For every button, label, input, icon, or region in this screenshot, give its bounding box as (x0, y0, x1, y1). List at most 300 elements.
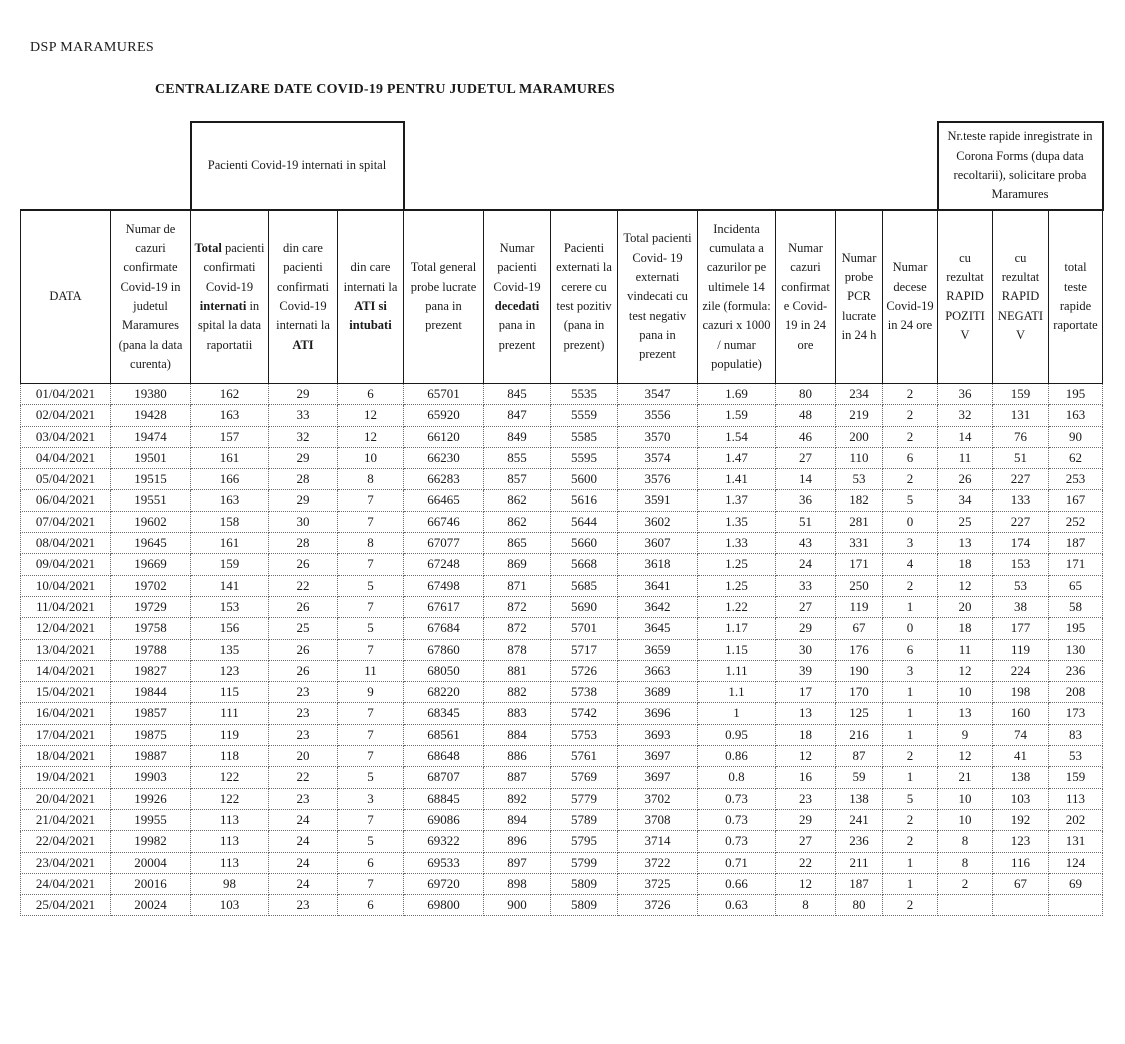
table-cell: 1.25 (698, 554, 776, 575)
table-cell: 173 (1049, 703, 1103, 724)
table-cell: 98 (191, 873, 269, 894)
table-row (21, 596, 1103, 617)
table-cell: 48 (776, 405, 836, 426)
table-cell: 1.47 (698, 447, 776, 468)
table-cell: 3 (883, 533, 938, 554)
table-cell: 153 (191, 596, 269, 617)
table-cell: 26 (269, 660, 338, 681)
table-row (21, 384, 1103, 405)
table-cell: 11 (938, 639, 993, 660)
table-cell: 3 (883, 660, 938, 681)
table-cell: 138 (993, 767, 1049, 788)
table-cell: 113 (1049, 788, 1103, 809)
table-cell: 234 (836, 384, 883, 405)
table-cell: 122 (191, 788, 269, 809)
table-cell: 331 (836, 533, 883, 554)
table-cell: 19887 (111, 746, 191, 767)
table-cell: 12 (338, 426, 404, 447)
column-header: Numar pacienti Covid-19 decedati pana in prezent (484, 210, 551, 384)
table-cell: 27 (776, 831, 836, 852)
column-header: Numar probe PCR lucrate in 24 h (836, 210, 883, 384)
table-cell: 5 (883, 788, 938, 809)
table-cell: 1.11 (698, 660, 776, 681)
table-cell: 69533 (404, 852, 484, 873)
table-cell: 0.73 (698, 788, 776, 809)
table-cell: 5769 (551, 767, 618, 788)
table-cell: 8 (776, 895, 836, 916)
table-cell: 6 (883, 447, 938, 468)
table-cell: 110 (836, 447, 883, 468)
table-cell: 6 (338, 895, 404, 916)
table-cell: 69322 (404, 831, 484, 852)
table-cell: 892 (484, 788, 551, 809)
table-cell: 847 (484, 405, 551, 426)
table-cell: 869 (484, 554, 551, 575)
table-cell: 68050 (404, 660, 484, 681)
table-cell: 12 (776, 746, 836, 767)
table-cell: 46 (776, 426, 836, 447)
table-cell: 113 (191, 852, 269, 873)
table-cell: 05/04/2021 (21, 469, 111, 490)
table-cell: 10 (938, 809, 993, 830)
table-cell: 103 (191, 895, 269, 916)
table-cell: 12 (938, 746, 993, 767)
table-cell: 66746 (404, 511, 484, 532)
table-cell: 68561 (404, 724, 484, 745)
table-cell: 5789 (551, 809, 618, 830)
table-cell (993, 895, 1049, 916)
table-cell: 19474 (111, 426, 191, 447)
table-cell: 113 (191, 831, 269, 852)
table-cell: 122 (191, 767, 269, 788)
table-cell: 3642 (618, 596, 698, 617)
table-cell: 2 (938, 873, 993, 894)
table-cell: 7 (338, 490, 404, 511)
table-cell: 8 (938, 852, 993, 873)
table-cell: 10 (938, 682, 993, 703)
table-cell: 116 (993, 852, 1049, 873)
table-cell: 19702 (111, 575, 191, 596)
table-cell: 68220 (404, 682, 484, 703)
table-cell: 7 (338, 639, 404, 660)
table-cell: 29 (269, 447, 338, 468)
table-cell: 9 (938, 724, 993, 745)
table-cell: 1 (883, 596, 938, 617)
table-cell: 10/04/2021 (21, 575, 111, 596)
table-cell: 39 (776, 660, 836, 681)
table-cell: 1.41 (698, 469, 776, 490)
table-cell: 227 (993, 511, 1049, 532)
table-cell: 5738 (551, 682, 618, 703)
column-header-row (21, 210, 1103, 384)
table-cell: 190 (836, 660, 883, 681)
table-cell: 163 (1049, 405, 1103, 426)
column-header: DATA (21, 210, 111, 384)
table-cell: 67617 (404, 596, 484, 617)
table-cell: 7 (338, 873, 404, 894)
table-cell: 2 (883, 405, 938, 426)
table-cell: 59 (836, 767, 883, 788)
table-cell: 19788 (111, 639, 191, 660)
table-cell: 22 (776, 852, 836, 873)
table-cell: 12 (938, 660, 993, 681)
table-cell: 5742 (551, 703, 618, 724)
table-cell: 208 (1049, 682, 1103, 703)
table-cell: 17/04/2021 (21, 724, 111, 745)
table-cell: 10 (338, 447, 404, 468)
table-cell: 69800 (404, 895, 484, 916)
table-cell: 69086 (404, 809, 484, 830)
table-cell: 3 (338, 788, 404, 809)
table-cell: 202 (1049, 809, 1103, 830)
table-cell: 29 (776, 618, 836, 639)
table-cell: 236 (1049, 660, 1103, 681)
table-cell: 124 (1049, 852, 1103, 873)
table-cell: 19827 (111, 660, 191, 681)
column-header: Incidenta cumulata a cazurilor pe ultimele 14 zile (formula: cazuri x 1000 / numar populatie) (698, 210, 776, 384)
table-cell: 19515 (111, 469, 191, 490)
table-cell: 6 (883, 639, 938, 660)
table-cell: 68345 (404, 703, 484, 724)
table-cell: 161 (191, 533, 269, 554)
table-cell: 0.73 (698, 831, 776, 852)
table-cell: 882 (484, 682, 551, 703)
table-cell: 5585 (551, 426, 618, 447)
table-cell: 18 (938, 554, 993, 575)
table-cell: 7 (338, 511, 404, 532)
table-cell: 7 (338, 724, 404, 745)
table-cell: 1.35 (698, 511, 776, 532)
table-cell: 19/04/2021 (21, 767, 111, 788)
table-cell: 1.1 (698, 682, 776, 703)
table-cell: 878 (484, 639, 551, 660)
table-cell: 162 (191, 384, 269, 405)
table-cell: 27 (776, 596, 836, 617)
column-header: Numar de cazuri confirmate Covid-19 in judetul Maramures (pana la data curenta) (111, 210, 191, 384)
table-cell: 26 (269, 596, 338, 617)
table-cell: 1 (883, 767, 938, 788)
table-cell: 19428 (111, 405, 191, 426)
table-cell: 19501 (111, 447, 191, 468)
table-cell: 19844 (111, 682, 191, 703)
table-cell: 19669 (111, 554, 191, 575)
table-cell: 5660 (551, 533, 618, 554)
table-cell: 34 (938, 490, 993, 511)
table-cell: 53 (1049, 746, 1103, 767)
table-cell: 881 (484, 660, 551, 681)
table-cell: 871 (484, 575, 551, 596)
table-cell: 5779 (551, 788, 618, 809)
table-cell: 20024 (111, 895, 191, 916)
table-cell: 1.15 (698, 639, 776, 660)
table-cell: 65920 (404, 405, 484, 426)
table-cell: 0 (883, 511, 938, 532)
table-cell: 5595 (551, 447, 618, 468)
table-row (21, 873, 1103, 894)
table-cell: 2 (883, 809, 938, 830)
table-cell: 236 (836, 831, 883, 852)
column-header: Pacienti externati la cerere cu test pozitiv (pana in prezent) (551, 210, 618, 384)
table-cell: 29 (269, 384, 338, 405)
table-cell: 7 (338, 703, 404, 724)
table-cell: 3645 (618, 618, 698, 639)
table-cell: 7 (338, 746, 404, 767)
table-cell: 32 (269, 426, 338, 447)
agency-name: DSP MARAMURES (30, 40, 155, 55)
table-cell: 23 (269, 895, 338, 916)
table-cell: 7 (338, 596, 404, 617)
table-cell: 33 (269, 405, 338, 426)
table-row (21, 511, 1103, 532)
table-cell: 3576 (618, 469, 698, 490)
table-body (21, 384, 1103, 916)
table-cell: 5 (338, 831, 404, 852)
table-cell: 20 (938, 596, 993, 617)
column-header: Numar cazuri confirmate Covid-19 in 24 ore (776, 210, 836, 384)
table-cell: 1 (883, 682, 938, 703)
table-cell: 30 (776, 639, 836, 660)
table-row (21, 426, 1103, 447)
table-cell: 1.22 (698, 596, 776, 617)
table-cell: 898 (484, 873, 551, 894)
table-cell: 0.8 (698, 767, 776, 788)
table-cell: 1.33 (698, 533, 776, 554)
table-cell: 883 (484, 703, 551, 724)
table-cell: 13/04/2021 (21, 639, 111, 660)
table-cell: 23/04/2021 (21, 852, 111, 873)
table-cell: 5668 (551, 554, 618, 575)
table-cell: 04/04/2021 (21, 447, 111, 468)
table-row (21, 788, 1103, 809)
table-row (21, 682, 1103, 703)
table-cell: 0.95 (698, 724, 776, 745)
table-cell: 5 (338, 618, 404, 639)
table-cell: 23 (776, 788, 836, 809)
table-cell: 26 (269, 639, 338, 660)
table-cell: 2 (883, 384, 938, 405)
table-cell: 66283 (404, 469, 484, 490)
table-cell: 19380 (111, 384, 191, 405)
table-cell: 3714 (618, 831, 698, 852)
table-cell: 5799 (551, 852, 618, 873)
table-cell: 227 (993, 469, 1049, 490)
table-row (21, 533, 1103, 554)
table-cell: 159 (993, 384, 1049, 405)
table-cell: 19926 (111, 788, 191, 809)
table-cell: 13 (938, 533, 993, 554)
table-cell: 24 (269, 873, 338, 894)
table-row (21, 575, 1103, 596)
table-cell: 872 (484, 596, 551, 617)
table-cell: 65701 (404, 384, 484, 405)
table-cell: 845 (484, 384, 551, 405)
table-cell: 24 (776, 554, 836, 575)
table-cell: 241 (836, 809, 883, 830)
table-row (21, 469, 1103, 490)
table-cell: 28 (269, 533, 338, 554)
table-cell: 8 (338, 533, 404, 554)
table-cell: 224 (993, 660, 1049, 681)
table-cell: 29 (776, 809, 836, 830)
table-cell: 25 (938, 511, 993, 532)
table-cell: 1.25 (698, 575, 776, 596)
table-cell: 66120 (404, 426, 484, 447)
table-cell: 11/04/2021 (21, 596, 111, 617)
table-cell: 68707 (404, 767, 484, 788)
table-cell: 38 (993, 596, 1049, 617)
table-cell: 01/04/2021 (21, 384, 111, 405)
table-cell: 3697 (618, 767, 698, 788)
table-cell: 5644 (551, 511, 618, 532)
table-cell: 20004 (111, 852, 191, 873)
table-cell: 6 (338, 384, 404, 405)
table-cell: 51 (776, 511, 836, 532)
table-cell: 125 (836, 703, 883, 724)
table-cell: 5726 (551, 660, 618, 681)
table-cell: 1.59 (698, 405, 776, 426)
table-cell: 163 (191, 490, 269, 511)
group-header-row (21, 122, 1103, 210)
group-header-spacer (21, 122, 191, 210)
column-header: Total general probe lucrate pana in prezent (404, 210, 484, 384)
table-cell: 20/04/2021 (21, 788, 111, 809)
table-cell: 195 (1049, 384, 1103, 405)
table-cell: 163 (191, 405, 269, 426)
table-cell: 5690 (551, 596, 618, 617)
table-cell: 67498 (404, 575, 484, 596)
table-cell: 23 (269, 682, 338, 703)
table-cell: 2 (883, 469, 938, 490)
table-cell: 13 (938, 703, 993, 724)
table-cell: 0 (883, 618, 938, 639)
table-cell: 133 (993, 490, 1049, 511)
table-cell: 3725 (618, 873, 698, 894)
table-cell: 53 (993, 575, 1049, 596)
table-cell: 19903 (111, 767, 191, 788)
table-cell: 51 (993, 447, 1049, 468)
table-cell: 12 (776, 873, 836, 894)
table-cell: 161 (191, 447, 269, 468)
table-cell: 24 (269, 852, 338, 873)
table-cell: 24 (269, 809, 338, 830)
table-cell: 19602 (111, 511, 191, 532)
table-cell: 66230 (404, 447, 484, 468)
table-cell: 67 (836, 618, 883, 639)
column-header: din care pacienti confirmati Covid-19 internati la ATI (269, 210, 338, 384)
table-row (21, 746, 1103, 767)
table-cell: 141 (191, 575, 269, 596)
table-cell: 21/04/2021 (21, 809, 111, 830)
table-cell: 18 (938, 618, 993, 639)
table-cell: 19982 (111, 831, 191, 852)
table-cell: 43 (776, 533, 836, 554)
table-row (21, 618, 1103, 639)
table-cell: 177 (993, 618, 1049, 639)
table-cell: 862 (484, 490, 551, 511)
table-cell: 216 (836, 724, 883, 745)
table-cell: 02/04/2021 (21, 405, 111, 426)
table-cell: 156 (191, 618, 269, 639)
table-cell: 69720 (404, 873, 484, 894)
group-header-0: Pacienti Covid-19 internati in spital (191, 122, 404, 210)
table-cell: 3570 (618, 426, 698, 447)
table-cell: 30 (269, 511, 338, 532)
table-cell: 3641 (618, 575, 698, 596)
table-cell: 09/04/2021 (21, 554, 111, 575)
column-header: total teste rapide raportate (1049, 210, 1103, 384)
table-cell: 08/04/2021 (21, 533, 111, 554)
table-cell: 5559 (551, 405, 618, 426)
table-cell: 33 (776, 575, 836, 596)
table-row (21, 660, 1103, 681)
table-cell: 58 (1049, 596, 1103, 617)
table-cell: 18/04/2021 (21, 746, 111, 767)
table-cell: 3659 (618, 639, 698, 660)
table-cell: 153 (993, 554, 1049, 575)
table-cell: 11 (338, 660, 404, 681)
table-cell: 87 (836, 746, 883, 767)
table-cell: 36 (776, 490, 836, 511)
table-cell: 27 (776, 447, 836, 468)
table-row (21, 405, 1103, 426)
table-cell: 12 (938, 575, 993, 596)
table-cell: 1 (883, 703, 938, 724)
table-row (21, 554, 1103, 575)
table-cell: 5600 (551, 469, 618, 490)
table-cell: 130 (1049, 639, 1103, 660)
column-header: Total pacienti Covid- 19 externati vindecati cu test negativ pana in prezent (618, 210, 698, 384)
table-cell: 3689 (618, 682, 698, 703)
table-cell: 19645 (111, 533, 191, 554)
table-cell: 7 (338, 809, 404, 830)
covid-data-table (20, 121, 1104, 916)
table-cell: 884 (484, 724, 551, 745)
table-cell: 22 (269, 767, 338, 788)
table-cell: 1.17 (698, 618, 776, 639)
table-cell: 36 (938, 384, 993, 405)
table-cell: 886 (484, 746, 551, 767)
table-cell: 166 (191, 469, 269, 490)
table-cell: 5616 (551, 490, 618, 511)
table-cell: 192 (993, 809, 1049, 830)
table-cell: 170 (836, 682, 883, 703)
table-cell: 849 (484, 426, 551, 447)
table-cell: 5761 (551, 746, 618, 767)
table-cell: 250 (836, 575, 883, 596)
table-cell: 135 (191, 639, 269, 660)
table-cell: 131 (993, 405, 1049, 426)
page-title: CENTRALIZARE DATE COVID-19 PENTRU JUDETUL MARAMURES (155, 82, 615, 97)
table-cell: 68648 (404, 746, 484, 767)
table-cell: 3591 (618, 490, 698, 511)
table-cell: 83 (1049, 724, 1103, 745)
table-cell: 187 (836, 873, 883, 894)
table-cell: 3602 (618, 511, 698, 532)
table-cell: 23 (269, 724, 338, 745)
table-cell: 65 (1049, 575, 1103, 596)
table-cell: 865 (484, 533, 551, 554)
table-cell: 3722 (618, 852, 698, 873)
table-cell: 182 (836, 490, 883, 511)
table-cell: 5 (883, 490, 938, 511)
table-cell: 80 (776, 384, 836, 405)
table-cell: 3618 (618, 554, 698, 575)
table-cell: 06/04/2021 (21, 490, 111, 511)
table-cell: 14 (938, 426, 993, 447)
table-cell: 25/04/2021 (21, 895, 111, 916)
table-cell: 16 (776, 767, 836, 788)
table-row (21, 724, 1103, 745)
